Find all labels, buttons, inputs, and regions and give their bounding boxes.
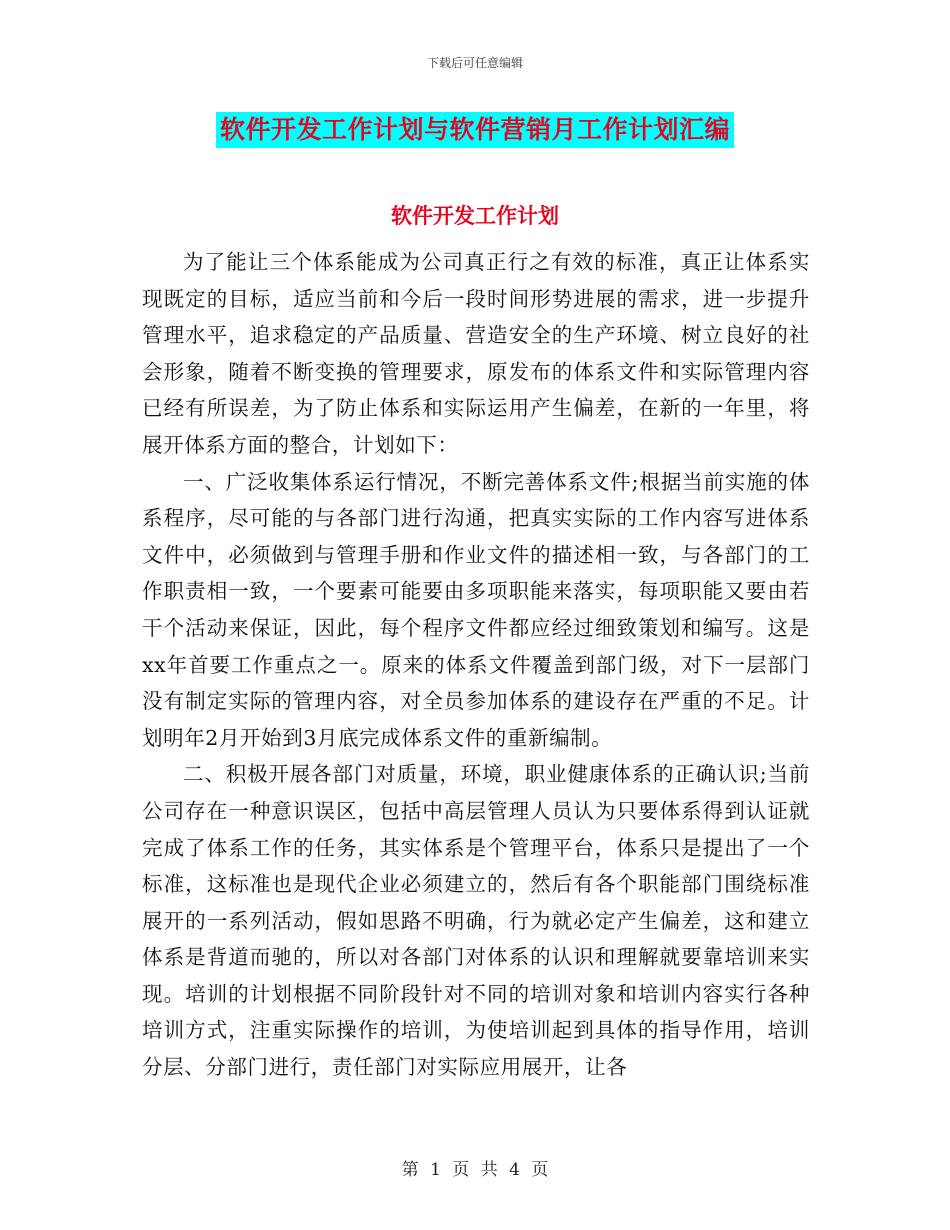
page-number: 第 1 页 共 4 页: [401, 1160, 549, 1180]
section-title: 软件开发工作计划: [391, 204, 559, 228]
paragraph-intro: 为了能让三个体系能成为公司真正行之有效的标准，真正让体系实现既定的目标，适应当前和今后一段时间形势进展的需求，进一步提升管理水平，追求稳定的产品质量、营造安全的生产环境、树立良好的社会形象，随着不断变换的管理要求，原发布的体系文件和实际管理内容已经有所误差，为了防止体系和实际运用产生偏差，在新的一年里，将展开体系方面的整合，计划如下：: [142, 250, 810, 457]
paragraph-item-2: 二、积极开展各部门对质量，环境，职业健康体系的正确认识;当前公司存在一种意识误区，包括中高层管理人员认为只要体系得到认证就完成了体系工作的任务，其实体系是个管理平台，体系只是提出了一个标准，这标准也是现代企业必须建立的，然后有各个职能部门围绕标准展开的一系列活动，假如思路不明确，行为就必定产生偏差，这和建立体系是背道而驰的，所以对各部门对体系的认识和理解就要靠培训来实现。培训的计划根据不同阶段针对不同的培训对象和培训内容实行各种培训方式，注重实际操作的培训，为使培训起到具体的指导作用，培训分层、分部门进行，责任部门对实际应用展开，让各: [142, 762, 810, 1080]
header-note: 下载后可任意编辑: [426, 56, 523, 70]
document-body: [142, 244, 810, 1086]
paragraph-item-1: 一、广泛收集体系运行情况，不断完善体系文件;根据当前实施的体系程序，尽可能的与各部门进行沟通，把真实实际的工作内容写进体系文件中，必须做到与管理手册和作业文件的描述相一致，与各部门的工作职责相一致，一个要素可能要由多项职能来落实，每项职能又要由若干个活动来保证，因此，每个程序文件都应经过细致策划和编写。这是xx年首要工作重点之一。原来的体系文件覆盖到部门级，对下一层部门没有制定实际的管理内容，对全员参加体系的建设存在严重的不足。计划明年2月开始到3月底完成体系文件的重新编制。: [142, 469, 810, 750]
main-title: 软件开发工作计划与软件营销月工作计划汇编: [216, 112, 734, 148]
main-title-container: [0, 112, 950, 148]
